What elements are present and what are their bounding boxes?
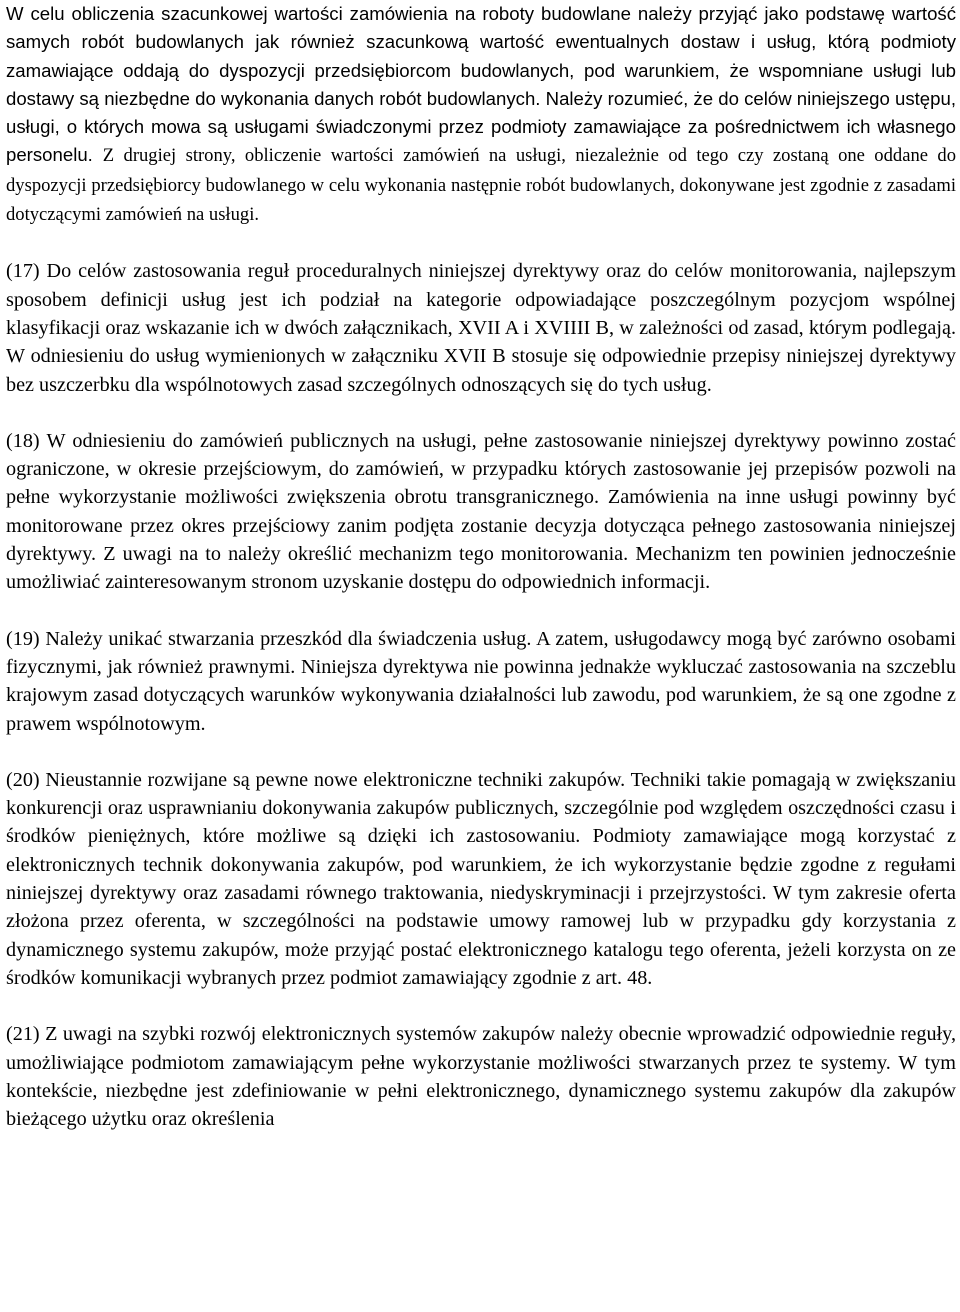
- paragraph-text: (21) Z uwagi na szybki rozwój elektronicznych systemów zakupów należy obecnie wprowadzić odpowiednie reguły, umożliwiające podmiotom zamawiającym pełne wykorzystanie możliwości stwarzanych przez te systemy.: [6, 1023, 956, 1074]
- document-page: [6, 0, 956, 1312]
- paragraph-gap: [6, 992, 956, 1020]
- paragraph-text: A zatem, usługodawcy mogą być zarówno osobami fizycznymi, jak również prawnymi.: [6, 627, 956, 678]
- paragraph-gap: [6, 738, 956, 766]
- paragraph-text: (18) W odniesieniu do zamówień publicznych na usługi, pełne zastosowanie niniejszej dyrektywy powinno zostać ograniczone, w okresie przejściowym, do zamówień, w przypadku których zastosowanie jej przepisów pozwoli na pełne wykorzystanie możliwości zwiększenia obrotu transgranicznego.: [6, 429, 956, 509]
- paragraph-text: Z drugiej strony, obliczenie wartości zamówień na usługi, niezależnie od tego czy zostaną one oddane do dyspozycji przedsiębiorcy budowlanego w celu wykonania następnie robót budowlanych, dokonywane jest zgodnie z zasadami dotyczącymi zamówień na usługi.: [6, 145, 956, 226]
- paragraph-gap: [6, 399, 956, 427]
- paragraph-text: W celu obliczenia szacunkowej wartości zamówienia na roboty budowlane należy przyjąć jako podstawę wartość samych robót budowlanych jak również szacunkową wartość ewentualnych dostaw i usług, którą podmioty zamawiające oddają do dyspozycji przedsiębiorcom budowlanych, pod warunkiem, że wspomniane usługi lub dostawy są niezbędne do wykonania danych robót budowlanych. Należy rozumieć, że do celów niniejszego ustępu, usługi, o których mowa są usługami świadczonymi przez podmioty zamawiające za pośrednictwem ich własnego personelu.: [6, 3, 956, 166]
- paragraph-text: Podmioty zamawiające mogą korzystać z elektronicznych technik dokonywania zakupów, pod warunkiem, że ich wykorzystanie będzie zgodne z regułami niniejszej dyrektywy oraz zasadami równego traktowania, niedyskryminacji i przejrzystości.: [6, 825, 956, 905]
- paragraph-16-continuation: [6, 0, 956, 229]
- paragraph-text: W tym zakresie oferta złożona przez oferenta, w szczególności na podstawie umowy ramowej lub w przypadku gdy korzystania z dynamicznego systemu zakupów, może przyjąć postać elektronicznego katalogu tego oferenta, jeżeli korzysta on ze środków komunikacji wybranych przez podmiot zamawiający zgodnie z art. 48.: [6, 882, 956, 989]
- paragraph-gap: [6, 229, 956, 257]
- paragraph-20: [6, 766, 956, 992]
- paragraph-text: (17) Do celów zastosowania reguł proceduralnych niniejszej dyrektywy oraz do celów monitorowania, najlepszym sposobem definicji usług jest ich podział na kategorie odpowiadające poszczególnym pozycjom wspólnej klasyfikacji oraz wskazanie ich w dwóch załącznikach, XVII A i XVIIII B, w zależności od zasad, którym podlegają.: [6, 260, 956, 339]
- paragraph-text: Mechanizm ten powinien jednocześnie umożliwiać zainteresowanym stronom uzyskanie dostępu do odpowiednich informacji.: [6, 543, 956, 594]
- paragraph-17: [6, 257, 956, 398]
- paragraph-text: (20) Nieustannie rozwijane są pewne nowe elektroniczne techniki zakupów.: [6, 768, 626, 791]
- paragraph-gap: [6, 597, 956, 625]
- paragraph-18: [6, 427, 956, 597]
- paragraph-21: [6, 1020, 956, 1133]
- paragraph-19: [6, 625, 956, 738]
- paragraph-text: Techniki takie pomagają w zwiększaniu konkurencji oraz usprawnianiu dokonywania zakupów publicznych, szczególnie pod względem oszczędności czasu i środków pieniężnych, które możliwe są dzięki ich zastosowaniu.: [6, 768, 956, 848]
- paragraph-text: Zamówienia na inne usługi powinny być monitorowane przez okres przejściowy zanim podjęta zostanie decyzja dotycząca pełnego zastosowania niniejszej dyrektywy.: [6, 486, 956, 566]
- paragraph-text: (19) Należy unikać stwarzania przeszkód dla świadczenia usług.: [6, 627, 532, 650]
- paragraph-text: W tym kontekście, niezbędne jest zdefiniowanie w pełni elektronicznego, dynamicznego systemu zakupów dla zakupów bieżącego użytku oraz określenia: [6, 1051, 956, 1131]
- paragraph-text: Z uwagi na to należy określić mechanizm tego monitorowania.: [103, 543, 629, 566]
- paragraph-text: Niniejsza dyrektywa nie powinna jednakże wykluczać zastosowania na szczeblu krajowym zasad dotyczących warunków wykonywania działalności lub zawodu, pod warunkiem, że są one zgodne z prawem wspólnotowym.: [6, 655, 956, 735]
- paragraph-text: W odniesieniu do usług wymienionych w załączniku XVII B stosuje się odpowiednie przepisy niniejszej dyrektywy bez uszczerbku dla wspólnotowych zasad szczególnych odnoszących się do tych usług.: [6, 345, 956, 396]
